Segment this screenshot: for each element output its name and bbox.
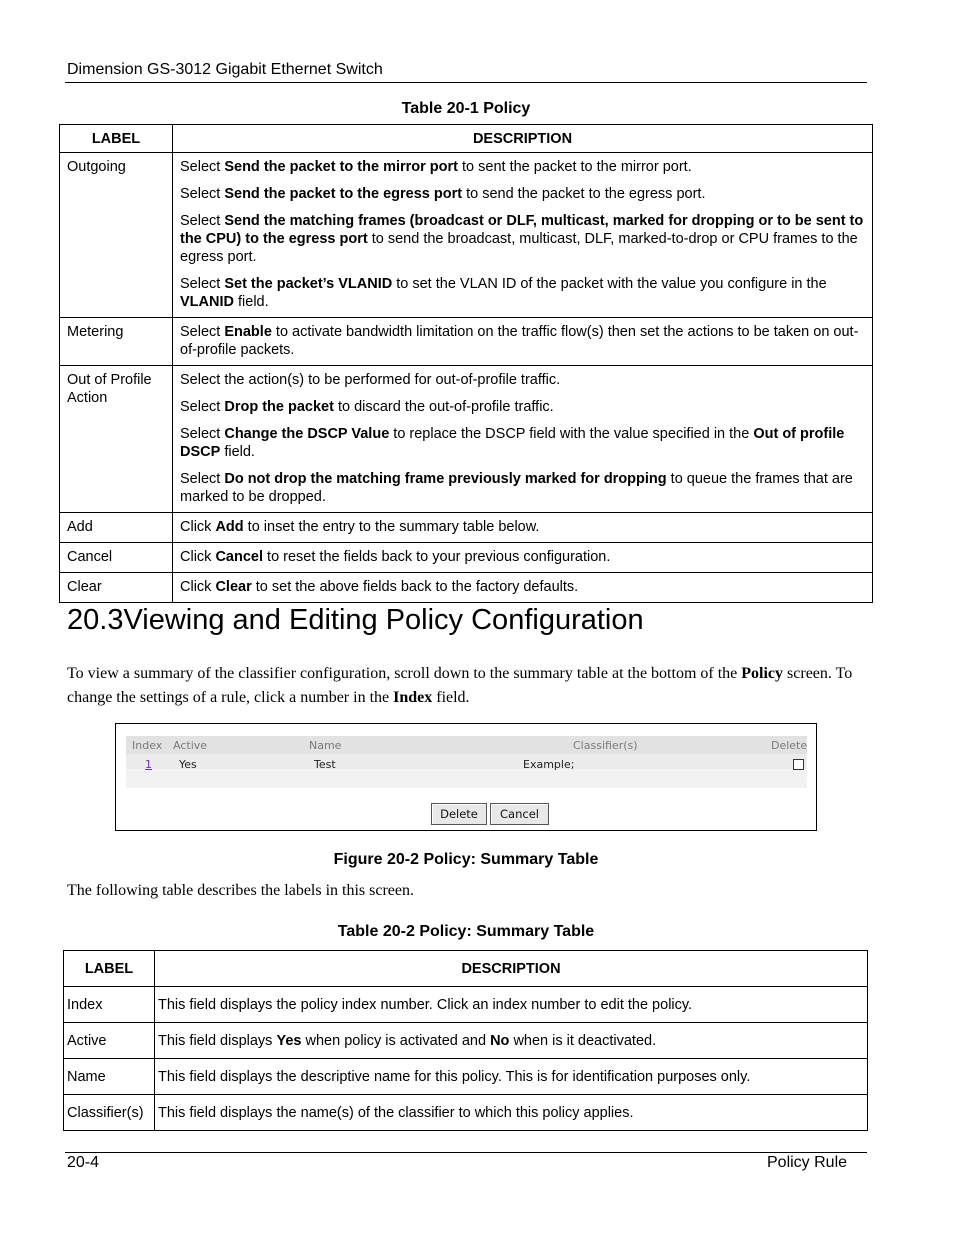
table1-caption: Table 20-1 Policy [401,100,531,117]
table-row [60,153,873,318]
description-paragraph: Click Clear to set the above fields back to the factory defaults. [180,579,579,595]
table-row [60,543,873,573]
row-description: This field displays the name(s) of the classifier to which this policy applies. [155,1095,868,1131]
footer-rule [65,1152,867,1153]
row-description [173,318,873,366]
section-body: To view a summary of the classifier configuration, scroll down to the summary table at the bottom of the Policy screen. To change the settings of a rule, click a number in the Index field. [67,665,853,706]
column-header-label: LABEL [60,125,173,153]
row-classifiers-value: Example; [523,758,575,771]
description-paragraph: Select Enable to activate bandwidth limitation on the traffic flow(s) then set the actions to be taken on out-of-profile packets. [180,324,859,358]
row-description [173,366,873,513]
description-paragraph: Select the action(s) to be performed for out-of-profile traffic. [180,372,561,388]
description-paragraph: Select Send the matching frames (broadcast or DLF, multicast, marked for dropping or to be sent to the CPU) to the egress port to send the broadcast, multicast, DLF, marked-to-drop or CPU frames to the egress port. [180,213,864,265]
row-description [173,153,873,318]
description-paragraph: Select Send the packet to the mirror port to sent the packet to the mirror port. [180,159,692,175]
table-row [60,366,873,513]
col-active-header: Active [173,739,208,752]
header-rule [65,82,867,83]
table2-caption: Table 20-2 Policy: Summary Table [337,923,595,940]
row-label: Name [64,1059,155,1095]
summary-header-row [126,736,807,754]
row-name-value: Test [314,758,336,771]
table-row [64,1095,868,1131]
description-paragraph: Click Cancel to reset the fields back to your previous configuration. [180,549,611,565]
table-row [60,513,873,543]
description-paragraph: Select Change the DSCP Value to replace the DSCP field with the value specified in the Out of profile DSCP field. [180,426,845,460]
section-title: 20.3Viewing and Editing Policy Configuration [67,604,644,636]
row-description [173,543,873,573]
table-header-row [64,951,868,987]
row-description: This field displays Yes when policy is activated and No when is it deactivated. [155,1023,868,1059]
col-index-header: Index [132,739,163,752]
col-name-header: Name [309,739,342,752]
policy-table [59,124,873,603]
col-delete-header: Delete [771,739,808,752]
column-header-description: DESCRIPTION [173,125,873,153]
policy-table-body [60,153,873,603]
delete-checkbox[interactable] [793,759,804,770]
intro-sentence: The following table describes the labels in this screen. [67,882,415,899]
summary-grid [126,736,807,788]
description-paragraph: Select Drop the packet to discard the out-of-profile traffic. [180,399,554,415]
row-label: Clear [60,573,173,603]
column-header-description: DESCRIPTION [155,951,868,987]
col-classifiers-header: Classifier(s) [573,739,638,752]
description-paragraph: Select Set the packet’s VLANID to set the VLAN ID of the packet with the value you configure in the VLANID field. [180,276,827,310]
row-label: Add [60,513,173,543]
description-paragraph: Select Do not drop the matching frame previously marked for dropping to queue the frames that are marked to be dropped. [180,471,853,505]
row-label: Cancel [60,543,173,573]
index-link[interactable]: 1 [145,758,152,771]
page-number: 20-4 [67,1154,100,1171]
table-row [64,1059,868,1095]
table-row [60,318,873,366]
row-label: Metering [60,318,173,366]
delete-button[interactable]: Delete [431,803,487,825]
row-label: Out of Profile Action [60,366,173,513]
column-header-label: LABEL [64,951,155,987]
row-label: Index [64,987,155,1023]
row-description: This field displays the descriptive name for this policy. This is for identification purposes only. [155,1059,868,1095]
chapter-name: Policy Rule [767,1154,848,1171]
row-description: This field displays the policy index number. Click an index number to edit the policy. [155,987,868,1023]
description-paragraph: Select Send the packet to the egress port to send the packet to the egress port. [180,186,706,202]
summary-footer-row [126,769,807,788]
table-header-row [60,125,873,153]
summary-label-table [63,950,868,1131]
cancel-button[interactable]: Cancel [490,803,549,825]
figure-caption: Figure 20-2 Policy: Summary Table [333,851,599,868]
row-description [173,513,873,543]
table-row [64,987,868,1023]
summary-label-table-body [64,987,868,1131]
row-label: Active [64,1023,155,1059]
row-label: Outgoing [60,153,173,318]
description-paragraph: Click Add to inset the entry to the summary table below. [180,519,540,535]
table-row [60,573,873,603]
row-description [173,573,873,603]
row-active-value: Yes [179,758,197,771]
policy-summary-screenshot [115,723,817,831]
running-header: Dimension GS-3012 Gigabit Ethernet Switch [67,61,383,78]
row-label: Classifier(s) [64,1095,155,1131]
table-row [64,1023,868,1059]
